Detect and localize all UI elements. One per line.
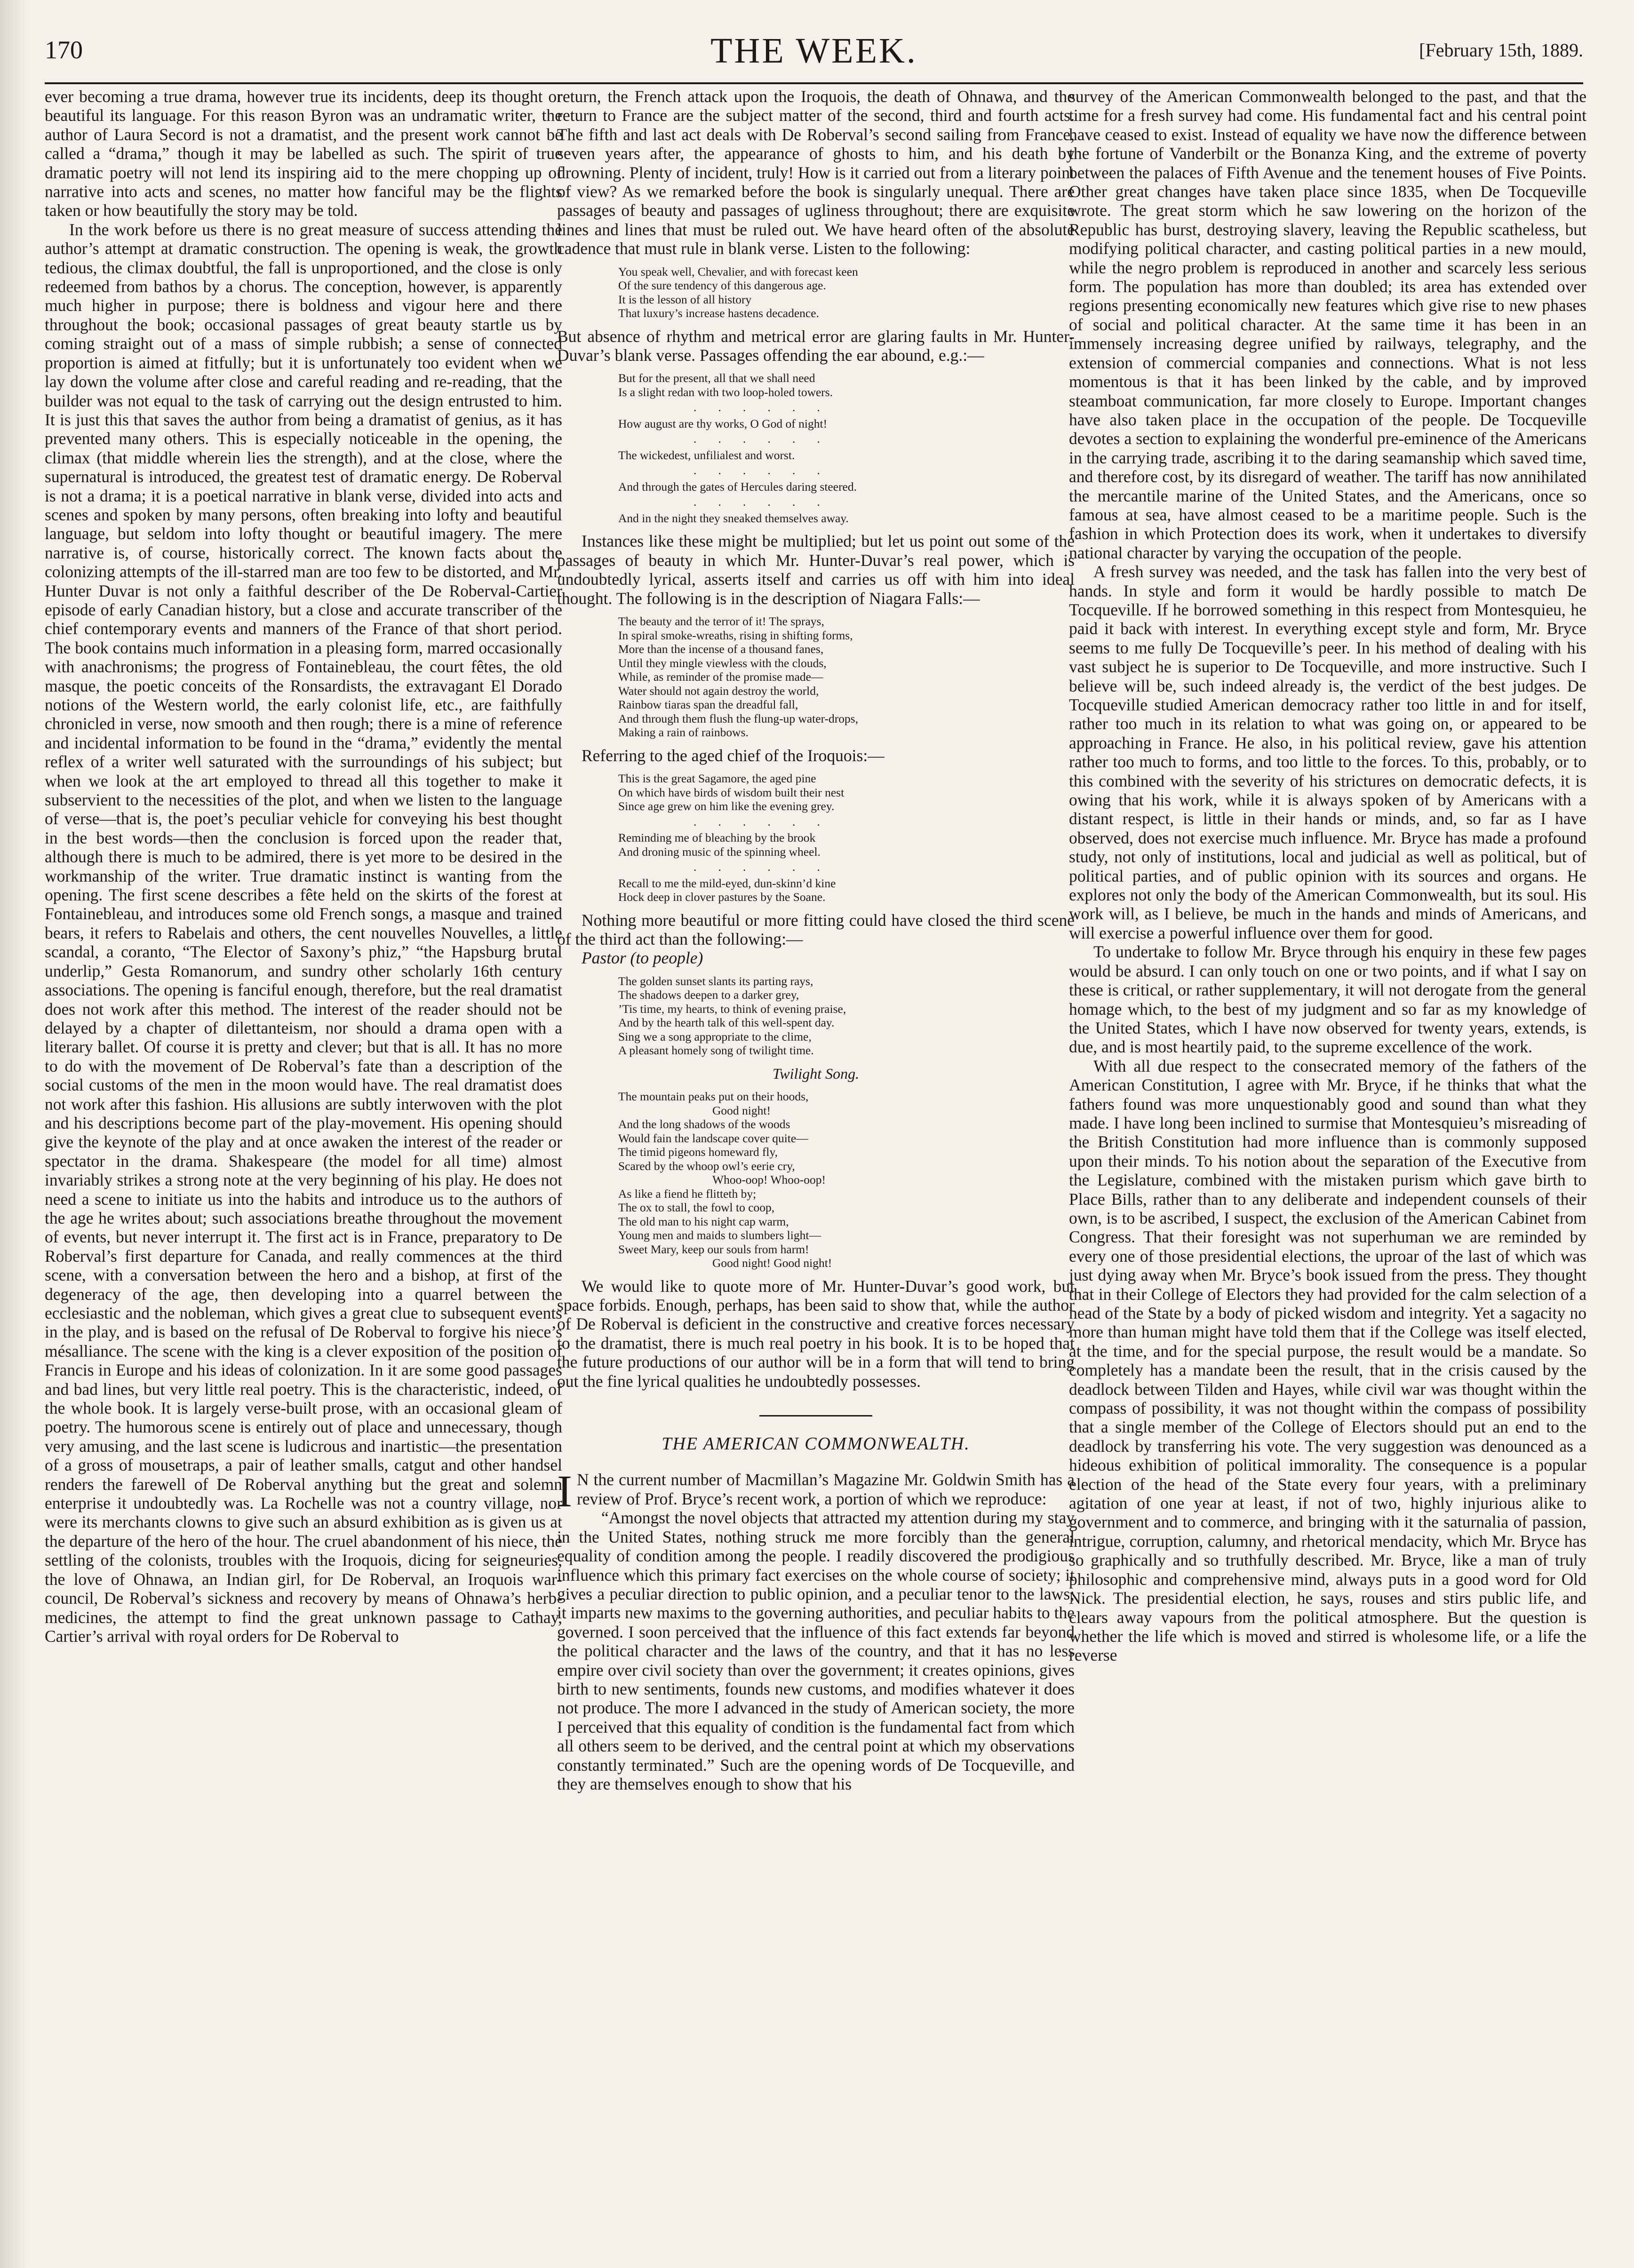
verse-line: Good night! [712,1103,771,1117]
paragraph: return, the French attack upon the Iroquois, the death of Ohnawa, and the return to France are the subject matter of the second, third and fourth acts. The fifth and last act deals with De Roberval’s second sailing from France, seven years after, the appearance of ghosts to him, and his death by drowning. Plenty of incident, truly! How is it carried out from a literary point of view? As we remarked before the book is singularly unequal. There are passages of beauty and passages of ugliness throughout; there are exquisite lines and lines that must be ruled out. We have heard often of the absolute cadence that must rule in blank verse. Listen to the following: [557,87,1075,258]
paragraph: We would like to quote more of Mr. Hunter-Duvar’s good work, but space forbids. Enough, perhaps, has been said to show that, while the author of De Roberval is deficient in the constructive and creative forces necessary to the dramatist, there is much real poetry in his book. It is to be hoped that the future productions of our author will be in a form that will tend to bring out the fine lyrical qualities he undoubtedly possesses. [557,1276,1075,1391]
ellipsis-dots: . . . . . . [693,433,829,446]
verse-quote [618,974,1075,1058]
verse-line: Sweet Mary, keep our souls from harm! [618,1242,809,1256]
verse-line: Scared by the whoop owl’s eerie cry, [618,1159,795,1173]
paragraph: To undertake to follow Mr. Bryce through his enquiry in these few pages would be absurd. I can only touch on one or two points, and if what I say on these is critical, or rather supplementary, it will not derogate from the general homage which, to the best of my judgment and so far as my knowledge of the United States, which I have now observed for twenty years, extends, is due, and is most heartily paid, to the supreme excellence of the work. [1069,942,1586,1057]
verse-line: While, as reminder of the promise made— [618,670,823,684]
verse-quote [618,265,1075,320]
section-divider [759,1415,872,1417]
page-edge [0,0,28,2268]
verse-line: ’Tis time, my hearts, to think of evening praise, [618,1002,846,1016]
column-1 [45,87,562,1646]
verse-line: The wickedest, unfilialest and worst. [618,448,795,462]
verse-line: The ox to stall, the fowl to coop, [618,1201,775,1215]
paragraph: A fresh survey was needed, and the task has fallen into the very best of hands. In style and form it would be hardly possible to match De Tocqueville. If he borrowed something in this respect from Montesquieu, he paid it back with interest. In everything except style and form, Mr. Bryce seems to me fully De Tocqueville’s peer. In his method of dealing with his vast subject he is superior to De Tocqueville, and more instructive. Such I believe will be, such indeed already is, the verdict of the best judges. De Tocqueville studied American democracy rather too little in and for itself, rather too much in its relation to what was going on, or appeared to be approaching in France. He also, in his political review, gave his attention rather too much to forms, and too little to the forces. To this, probably, or to this combined with the severity of his strictures on democratic defects, it is owing that his work, while it is always spoken of by Americans with a distant respect, is little in their hands or minds, and, so far as I have observed, does not exercise much influence. Mr. Bryce has made a profound study, not only of institutions, local and judicial as well as political, but of political parties, and of public opinion with its sources and organs. He explores not only the body of the American Commonwealth, but its soul. His work will, as I believe, be much in the hands and minds of Americans, and will exercise a powerful influence over them for good. [1069,562,1586,942]
section-title: THE AMERICAN COMMONWEALTH. [662,1434,970,1454]
verse-line: Young men and maids to slumbers light— [618,1228,821,1242]
verse-line: The mountain peaks put on their hoods, [618,1090,809,1104]
paragraph: But absence of rhythm and metrical error are glaring faults in Mr. Hunter-Duvar’s blank verse. Passages offending the ear abound, e.g.:— [557,326,1075,365]
verse-line: Since age grew on him like the evening grey. [618,799,835,813]
paragraph: Referring to the aged chief of the Iroquois:— [582,746,885,765]
paragraph: In the work before us there is no great measure of success attending the author’s attempt at dramatic construction. The opening is weak, the growth tedious, the climax doubtful, the fall is unproportioned, and the close is only redeemed from bathos by a chorus. The conception, however, is apparently much higher in purpose; there is boldness and vigour here and there throughout the book; occasional passages of great beauty startle us by coming straight out of a mass of simple rubbish; a sense of connected proportion is aimed at fitfully; but it is unfortunately too evident when we lay down the volume after close and careful reading and re-reading, that the builder was not equal to the task of carrying out the design entrusted to him. It is just this that saves the author from being a dramatist of genius, as it has prevented many others. This is especially noticeable in the opening, the climax (that middle wherein lies the strength), and at the close, where the supernatural is introduced, the greatest test of dramatic energy. De Roberval is not a drama; it is a poetical narrative in blank verse, divided into acts and scenes and spoken by many persons, often breaking into lofty and beautiful language, but seldom into lofty thought or beautiful imagery. The mere narrative is, of course, historically correct. The known facts about the colonizing attempts of the ill-starred man are too few to be distorted, and Mr. Hunter Duvar is not only a faithful describer of the De Roberval-Cartier episode of early Canadian history, but a close and accurate transcriber of the chief contemporary events and manners of the France of that short period. The book contains much information in a pleasing form, marred occasionally with anachronisms; the progress of Fontainebleau, the court fêtes, the old masque, the poetic conceits of the Ronsardists, the extravagant El Dorado notions of the Western world, the early colonist life, etc., are faithfully chronicled in verse, now smooth and then rough; there is a mine of reference and incidental information to be found in the “drama,” evidently the mental reflex of a writer well saturated with the surroundings of his subject; but when we look at the art employed to thread all this together to make it subservient to the necessities of the plot, and when we listen to the language of verse—that is, the poet’s peculiar vehicle for conveying his best thought in the best words—then the conclusion is forced upon the reader that, although there is much to be admired, there is yet more to be desired in the workmanship of the writer. True dramatic instinct is wanting from the opening. The first scene describes a fête held on the skirts of the forest at Fontainebleau, and introduces some old French songs, a masque and trained bears, it refers to Rabelais and others, the cent nouvelles Nouvelles, a little scandal, a coranto, “The Elector of Saxony’s phiz,” “the Hapsburg brutal underlip,” Gesta Romanorum, and sundry other scholarly 16th century associations. The opening is fanciful enough, therefore, but the real dramatist does not work after this method. The interest of the reader should not be delayed by a chapter of dilettanteism, nor should a drama open with a literary ballet. Of course it is pretty and clever; but that is all. It has no more to do with the movement of De Roberval’s fate than a description of the social customs of the men in the moon would have. The real dramatist does not work after this fashion. His allusions are subtly interwoven with the plot and his descriptions become part of the play-movement. His opening should give the keynote of the play and at once awaken the interest of the reader or spectator in the drama. Shakespeare (the model for all time) almost invariably strikes a strong note at the very beginning of his play. He does not need a scene to initiate us into the habits and introduce us to the authors of the age he writes about; such associations breathe throughout the movement of events, but never interrupt it. The first act is in France, preparatory to De Roberval’s first departure for Canada, and really commences at the third scene, with a conversation between the hero and a bishop, at first of the degeneracy of the age, then developing into a quarrel between the ecclesiastic and the nobleman, which gives a great clue to subsequent events in the play, and is based on the refusal of De Roberval to forgive his niece’s mésalliance. The scene with the king is a clever exposition of the position of Francis in Europe and his ideas of colonization. In it are some good passages and bad lines, but very little real poetry. This is the characteristic, indeed, of the whole book. It is largely verse-built prose, with an occasional gleam of poetry. The humorous scene is entirely out of place and unnecessary, though very amusing, and the last scene is ludicrous and inartistic—the presentation of a gross of mousetraps, a pair of leather smalls, catgut and other handsel renders the farewell of De Roberval anything but the great and solemn enterprise it undoubtedly was. La Rochelle was not a country village, nor were its merchants clowns to give such an absurd exhibition as is given us at the departure of the hero of the hour. The cruel abandonment of his niece, the settling of the colonists, troubles with the Iroquois, dicing for seigneuries, the love of Ohnawa, an Indian girl, for De Roberval, an Iroquois war-council, De Roberval’s sickness and recovery by means of Ohnawa’s herb-medicines, the attempt to find the great unknown passage to Cathay, Cartier’s arrival with royal orders for De Roberval to [45,220,562,1646]
verse-line: As like a fiend he flitteth by; [618,1186,757,1201]
masthead: THE WEEK. [710,31,917,71]
verse-line: That luxury’s increase hastens decadence. [618,306,819,320]
page-number: 170 [45,36,83,64]
column-2 [557,87,1075,1793]
verse-line: Whoo-oop! Whoo-oop! [712,1173,826,1187]
paragraph: Nothing more beautiful or more fitting could have closed the third scene of the third act than the following:— [557,910,1075,948]
verse-line: Making a rain of rainbows. [618,725,749,740]
verse-quote [618,371,1075,525]
issue-date: [February 15th, 1889. [1419,40,1583,61]
ellipsis-dots: . . . . . . [693,861,829,874]
verse-line: A pleasant homely song of twilight time. [618,1043,814,1058]
verse-line: Until they mingle viewless with the clouds, [618,656,827,670]
verse-line: And in the night they sneaked themselves away. [618,511,849,525]
verse-line: Water should not again destroy the world, [618,684,819,698]
verse-line: The shadows deepen to a darker grey, [618,988,799,1002]
verse-line: But for the present, all that we shall need [618,371,815,385]
verse-line: Sing we a song appropriate to the clime, [618,1029,812,1043]
verse-line: And by the hearth talk of this well-spent day. [618,1016,835,1030]
verse-line: Good night! Good night! [712,1256,832,1270]
verse-line: And through them flush the flung-up water-drops, [618,711,859,725]
song-title: Twilight Song. [772,1065,860,1082]
verse-line: In spiral smoke-wreaths, rising in shifting forms, [618,628,853,642]
verse-line: Hock deep in clover pastures by the Soane. [618,890,826,904]
verse-line: And through the gates of Hercules daring steered. [618,479,857,493]
verse-line: Rainbow tiaras span the dreadful fall, [618,698,798,712]
verse-line: The beauty and the terror of it! The sprays, [618,614,824,629]
column-3 [1069,87,1586,1665]
verse-line: The old man to his night cap warm, [618,1214,789,1228]
paragraph: ever becoming a true drama, however true its incidents, deep its thought or beautiful its language. For this reason Byron was an undramatic writer, the author of Laura Secord is not a dramatist, and the present work cannot be called a “drama,” though it may be labelled as such. The spirit of true dramatic poetry will not lend its inspiring aid to the mere chopping up of narrative into acts and scenes, no matter how fanciful may be the flights taken or how beautifully the story may be told. [45,87,562,220]
verse-line: You speak well, Chevalier, and with forecast keen [618,264,858,279]
verse-line: The golden sunset slants its parting rays, [618,974,813,988]
drop-cap: I [557,1466,572,1517]
ellipsis-dots: . . . . . . [693,815,829,828]
verse-line: And the long shadows of the woods [618,1117,790,1131]
paragraph: “Amongst the novel objects that attracted my attention during my stay in the United States, nothing struck me more forcibly than the general equality of condition among the people. I readily discovered the prodigious influence which this primary fact exercises on the whole course of society; it gives a peculiar direction to public opinion, and a peculiar tenor to the laws; it imparts new maxims to the governing authorities, and peculiar habits to the governed. I soon perceived that the influence of this fact extends far beyond the political character and the laws of the country, and that it has no less empire over civil society than over the government; it creates opinions, gives birth to new sentiments, founds new customs, and modifies whatever it does not produce. The more I advanced in the study of American society, the more I perceived that this equality of condition is the fundamental fact from which all others seem to be derived, and the central point at which my observations constantly terminated.” Such are the opening words of De Tocqueville, and they are themselves enough to show that his [557,1508,1075,1793]
paragraph-text: N the current number of Macmillan’s Magazine Mr. Goldwin Smith has a review of Prof. Bryce’s recent work, a portion of which we reproduce: [576,1470,1075,1508]
verse-line: It is the lesson of all history [618,292,752,306]
verse-line: The timid pigeons homeward fly, [618,1145,778,1159]
ellipsis-dots: . . . . . . [693,464,829,477]
verse-line: Of the sure tendency of this dangerous age. [618,279,826,293]
paragraph [557,1466,1075,1517]
verse-quote [618,614,1075,740]
ellipsis-dots: . . . . . . [693,401,829,414]
verse-line: Reminding me of bleaching by the brook [618,831,816,844]
verse-line: Recall to me the mild-eyed, dun-skinn’d kine [618,876,836,890]
paragraph: Instances like these might be multiplied; but let us point out some of the passages of beauty in which Mr. Hunter-Duvar’s real power, which is undoubtedly lyrical, asserts itself and carries us off with him into ideal thought. The following is in the description of Niagara Falls:— [557,532,1075,608]
page-header [45,31,1583,84]
paragraph: survey of the American Commonwealth belonged to the past, and that the time for a fresh survey had come. His fundamental fact and his central point have ceased to exist. Instead of equality we have now the difference between the fortune of Vanderbilt or the Bonanza King, and the extreme of poverty between the palaces of Fifth Avenue and the tenement houses of Five Points. Other great changes have taken place since 1835, when De Tocqueville wrote. The great storm which he saw lowering on the horizon of the Republic has burst, destroying slavery, leaving the Republic scatheless, but modifying political character, and casting political parties in a new mould, while the negro problem is reproduced in another and scarcely less serious form. The population has more than doubled; its area has extended over regions presenting economically new features which give rise to new phases of social and political character. At the same time it has been in an immensely increasing degree unified by railways, telegraphy, and the extension of commercial companies and connections. What is not less momentous is that it has been linked by the cable, and by improved steamboat communication, far more closely to Europe. Important changes have also taken place in the occupation of the people. De Tocqueville devotes a section to explaining the wonderful pre-eminence of the Americans in the carrying trade, ascribing it to the daring seamanship which saved time, and therefore cost, by its disregard of weather. The tariff has now annihilated the mercantile marine of the United States, and the Americans, once so famous at sea, have almost ceased to be a maritime people. Such is the fashion in which Protection does its work, when it undertakes to diversify national character by varying the occupation of the people. [1069,87,1586,562]
verse-line: More than the incense of a thousand fanes, [618,642,824,656]
verse-line: And droning music of the spinning wheel. [618,844,821,859]
verse-line: On which have birds of wisdom built their nest [618,785,845,799]
verse-line: This is the great Sagamore, the aged pine [618,772,816,785]
verse-quote [618,772,1075,904]
verse-line: How august are thy works, O God of night! [618,416,828,430]
verse-line: Is a slight redan with two loop-holed towers. [618,385,833,399]
paragraph: With all due respect to the consecrated memory of the fathers of the American Constitution, I agree with Mr. Bryce, if he thinks that what the fathers found was more unquestionably good and sound than what they made. I have long been inclined to surmise that Montesquieu’s misreading of the British Constitution had more influence than is commonly supposed upon their minds. To his notion about the separation of the Executive from the Legislature, combined with the mistaken purism which gave birth to Place Bills, rather than to any deliberate and independent counsels of their own, is to be ascribed, I suspect, the exclusion of the American Cabinet from Congress. That their foresight was not superhuman we are reminded by every one of those presidential elections, the uproar of the last of which was just dying away when Mr. Bryce’s book issued from the press. They thought that in their College of Electors they had provided for the calm selection of a head of the State by a body of picked wisdom and integrity. Yet a sagacity no more than human might have told them that if the College was itself elected, at the time, and for the special purpose, the result would be a mandate. So completely has a mandate been the result, that in the crisis caused by the deadlock between Tilden and Hayes, while civil war was thought within the compass of possibility, it was not thought within the compass of possibility that a single member of the College of Electors should put an end to the deadlock by transferring his vote. The very suggestion was denounced as a hideous exhibition of political immorality. The consequence is a popular election of the head of the State every four years, with a preliminary agitation of one year at least, if not of two, highly injurious alike to government and to commerce, and bringing with it the saturnalia of passion, intrigue, corruption, calumny, and rhetorical mendacity, which Mr. Bryce has so graphically and so truthfully described. Mr. Bryce, like a man of truly philosophic and comprehensive mind, always puts in a good word for Old Nick. The presidential election, he says, rouses and stirs public life, and clears away vapours from the political atmosphere. But the question is whether the life which is moved and stirred is wholesome life, or a life the reverse [1069,1056,1586,1665]
speaker-label: Pastor (to people) [582,948,703,968]
verse-line: Would fain the landscape cover quite— [618,1131,808,1145]
song-verse [618,1090,1075,1270]
ellipsis-dots: . . . . . . [693,496,829,509]
